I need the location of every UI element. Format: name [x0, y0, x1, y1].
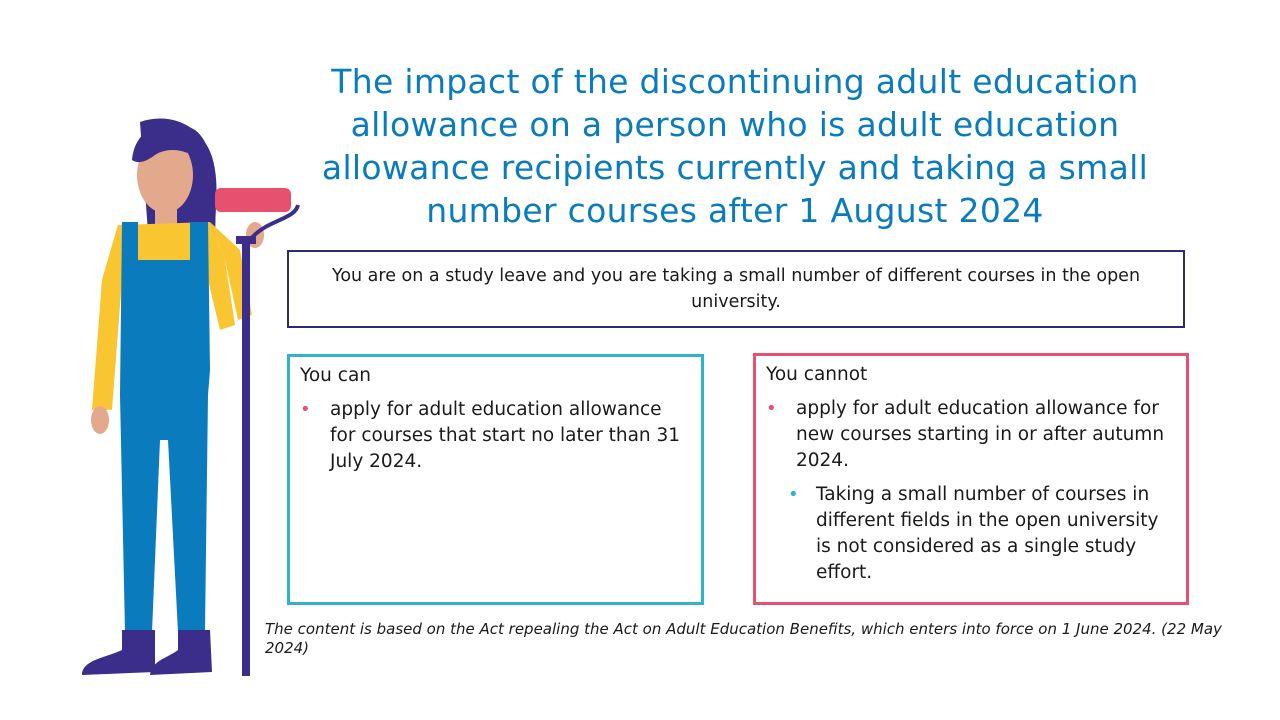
you-cannot-list — [766, 396, 1176, 586]
scenario-box — [287, 250, 1185, 328]
you-can-box — [287, 354, 704, 605]
you-can-list — [300, 397, 691, 475]
scenario-text: You are on a study leave and you are taking a small number of different courses in the open university. — [331, 266, 1141, 312]
page-title: The impact of the discontinuing adult education allowance on a person who is adult education allowance recipients currently and taking a small number courses after 1 August 2024 — [321, 62, 1149, 230]
list-item-text: apply for adult education allowance for courses that start no later than 31 July 2024. — [330, 399, 681, 472]
footnote: The content is based on the Act repealing the Act on Adult Education Benefits, which enters into force on 1 June 2024. (22 May 2024) — [265, 620, 1222, 657]
you-cannot-box — [753, 353, 1189, 605]
bullet-icon: • — [300, 399, 311, 420]
sub-bullet-icon: • — [788, 484, 799, 505]
bullet-icon: • — [766, 398, 777, 419]
list-item — [766, 396, 1176, 474]
you-can-heading: You can — [300, 365, 372, 386]
list-item — [300, 397, 691, 475]
painter-woman-icon — [60, 110, 310, 685]
sub-list-item — [766, 482, 1176, 586]
list-item-text: apply for adult education allowance for new courses starting in or after autumn 2024. — [796, 398, 1165, 471]
sub-list-item-text: Taking a small number of courses in different fields in the open university is not considered as a single study effort. — [816, 484, 1159, 583]
painter-illustration — [60, 110, 310, 689]
you-cannot-heading: You cannot — [766, 364, 868, 385]
